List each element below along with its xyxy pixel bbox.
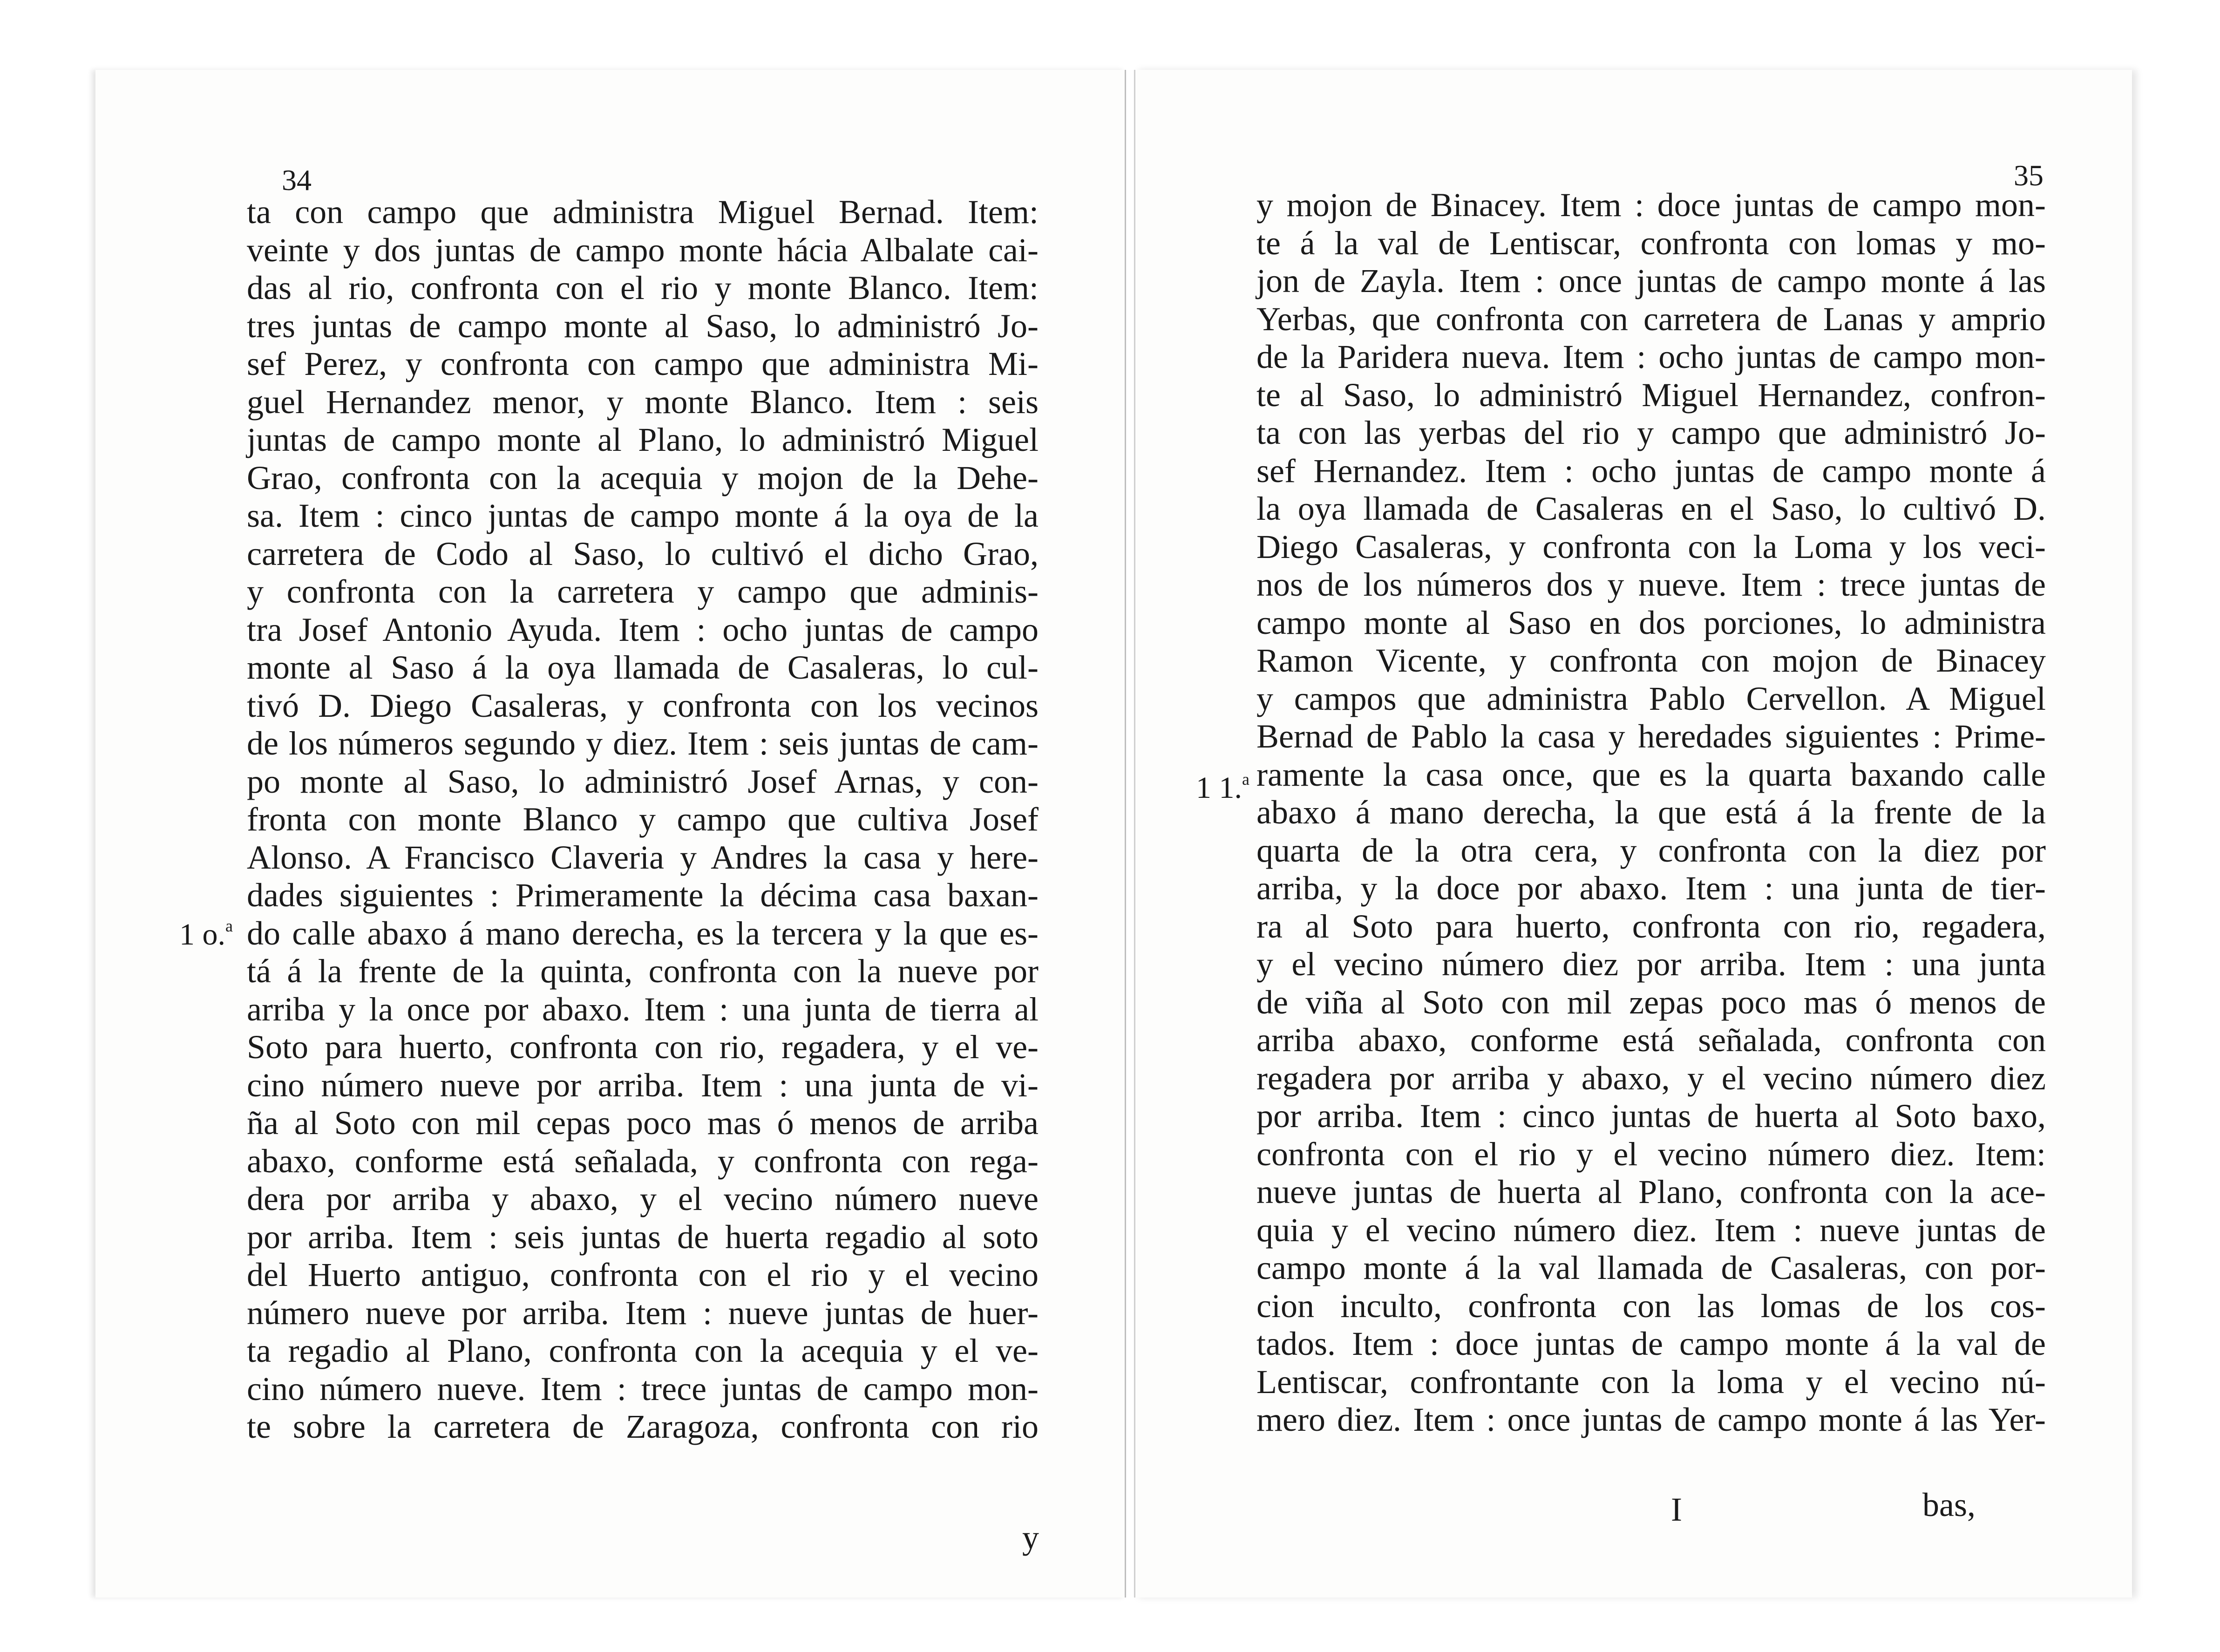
text-line: tados. Item : doce juntas de campo monte á la val de <box>1256 1325 2046 1362</box>
margin-note-ordinal: a <box>225 917 233 935</box>
text-line: arriba, y la doce por abaxo. Item : una junta de tier- <box>1256 870 2046 907</box>
text-line: te sobre la carretera de Zaragoza, confronta con rio <box>247 1408 1039 1445</box>
text-line: jon de Zayla. Item : once juntas de campo monte á las <box>1256 262 2046 299</box>
text-line: y campos que administra Pablo Cervellon. A Miguel <box>1256 680 2046 717</box>
text-line: nos de los números dos y nueve. Item : trece juntas de <box>1256 566 2046 603</box>
text-line: dades siguientes : Primeramente la décima casa baxan- <box>247 877 1039 914</box>
page-number: 34 <box>282 163 312 197</box>
text-line: sef Perez, y confronta con campo que administra Mi- <box>247 345 1039 382</box>
text-line: juntas de campo monte al Plano, lo administró Miguel <box>247 421 1039 458</box>
catchword: bas, <box>1922 1486 1976 1523</box>
catchword: y <box>1022 1519 1039 1556</box>
text-line: del Huerto antiguo, confronta con el rio y el vecino <box>247 1256 1039 1293</box>
text-line: Diego Casaleras, y confronta con la Loma y los veci- <box>1256 528 2046 565</box>
text-line: arriba y la once por abaxo. Item : una junta de tierra al <box>247 990 1039 1028</box>
text-line: carretera de Codo al Saso, lo cultivó el dicho Grao, <box>247 535 1039 572</box>
text-line: y mojon de Binacey. Item : doce juntas de campo mon- <box>1256 186 2046 224</box>
text-line: confronta con el rio y el vecino número diez. Item: <box>1256 1135 2046 1173</box>
signature-mark: I <box>1671 1491 1682 1528</box>
text-line: cino número nueve por arriba. Item : una junta de vi- <box>247 1066 1039 1104</box>
text-line: veinte y dos juntas de campo monte hácia Albalate cai- <box>247 231 1039 269</box>
text-line: abaxo, conforme está señalada, y confronta con rega- <box>247 1142 1039 1180</box>
text-line: tra Josef Antonio Ayuda. Item : ocho juntas de campo <box>247 611 1039 648</box>
text-line: regadera por arriba y abaxo, y el vecino número diez <box>1256 1059 2046 1097</box>
text-line: monte al Saso á la oya llamada de Casaleras, lo cul- <box>247 649 1039 686</box>
text-line: Grao, confronta con la acequia y mojon de la Dehe- <box>247 459 1039 496</box>
text-line: ra al Soto para huerto, confronta con rio, regadera, <box>1256 907 2046 945</box>
margin-note-number: 1 o. <box>179 918 225 952</box>
text-line: sa. Item : cinco juntas de campo monte á la oya de la <box>247 497 1039 534</box>
text-line: arriba abaxo, conforme está señalada, confronta con <box>1256 1021 2046 1059</box>
text-line: por arriba. Item : cinco juntas de huerta al Soto baxo, <box>1256 1097 2046 1135</box>
text-line: ta regadio al Plano, confronta con la acequia y el ve- <box>247 1332 1039 1369</box>
text-line: y el vecino número diez por arriba. Item : una junta <box>1256 945 2046 983</box>
text-line: do calle abaxo á mano derecha, es la tercera y la que es- <box>247 914 1039 952</box>
margin-note <box>179 918 233 950</box>
text-line: tres juntas de campo monte al Saso, lo administró Jo- <box>247 307 1039 345</box>
text-line: cion inculto, confronta con las lomas de los cos- <box>1256 1287 2046 1325</box>
text-line: la oya llamada de Casaleras en el Saso, lo cultivó D. <box>1256 490 2046 527</box>
left-page <box>95 70 1126 1598</box>
text-line: Yerbas, que confronta con carretera de Lanas y amprio <box>1256 300 2046 338</box>
text-line: guel Hernandez menor, y monte Blanco. Item : seis <box>247 383 1039 421</box>
text-line: Ramon Vicente, y confronta con mojon de Binacey <box>1256 642 2046 679</box>
text-line: te á la val de Lentiscar, confronta con lomas y mo- <box>1256 224 2046 262</box>
text-line: de viña al Soto con mil zepas poco mas ó menos de <box>1256 983 2046 1021</box>
text-line: po monte al Saso, lo administró Josef Arnas, y con- <box>247 762 1039 800</box>
text-line: campo monte á la val llamada de Casaleras, con por- <box>1256 1249 2046 1286</box>
text-line: de la Paridera nueva. Item : ocho juntas de campo mon- <box>1256 338 2046 375</box>
text-line: ramente la casa once, que es la quarta baxando calle <box>1256 755 2046 793</box>
text-line: cino número nueve. Item : trece juntas de campo mon- <box>247 1370 1039 1407</box>
text-line: ña al Soto con mil cepas poco mas ó menos de arriba <box>247 1104 1039 1142</box>
text-line: ta con campo que administra Miguel Bernad. Item: <box>247 193 1039 231</box>
text-line: quia y el vecino número diez. Item : nueve juntas de <box>1256 1211 2046 1249</box>
right-page <box>1134 70 2132 1598</box>
text-line: tivó D. Diego Casaleras, y confronta con los vecinos <box>247 687 1039 724</box>
text-line: Soto para huerto, confronta con rio, regadera, y el ve- <box>247 1028 1039 1066</box>
text-line: número nueve por arriba. Item : nueve juntas de huer- <box>247 1294 1039 1332</box>
margin-note-number: 1 1. <box>1196 771 1242 805</box>
text-line: campo monte al Saso en dos porciones, lo administra <box>1256 604 2046 641</box>
text-line: Alonso. A Francisco Claveria y Andres la casa y here- <box>247 838 1039 876</box>
text-line: por arriba. Item : seis juntas de huerta regadio al soto <box>247 1218 1039 1256</box>
margin-note <box>1196 771 1249 803</box>
text-line: tá á la frente de la quinta, confronta con la nueve por <box>247 952 1039 990</box>
text-line: te al Saso, lo administró Miguel Hernandez, confron- <box>1256 376 2046 414</box>
body-text <box>1256 186 2046 1439</box>
text-line: fronta con monte Blanco y campo que cultiva Josef <box>247 801 1039 838</box>
text-line: Lentiscar, confrontante con la loma y el vecino nú- <box>1256 1363 2046 1400</box>
text-line: das al rio, confronta con el rio y monte Blanco. Item: <box>247 269 1039 306</box>
text-line: nueve juntas de huerta al Plano, confronta con la ace- <box>1256 1173 2046 1210</box>
text-line: quarta de la otra cera, y confronta con la diez por <box>1256 831 2046 869</box>
text-line: sef Hernandez. Item : ocho juntas de campo monte á <box>1256 452 2046 489</box>
body-text <box>247 193 1039 1446</box>
text-line: Bernad de Pablo la casa y heredades siguientes : Prime- <box>1256 718 2046 755</box>
text-line: mero diez. Item : once juntas de campo monte á las Yer- <box>1256 1401 2046 1438</box>
text-line: y confronta con la carretera y campo que adminis- <box>247 573 1039 610</box>
text-line: de los números segundo y diez. Item : seis juntas de cam- <box>247 725 1039 762</box>
text-line: ta con las yerbas del rio y campo que administró Jo- <box>1256 414 2046 451</box>
page-number: 35 <box>2014 159 2043 192</box>
margin-note-ordinal: a <box>1242 770 1249 789</box>
text-line: dera por arriba y abaxo, y el vecino número nueve <box>247 1180 1039 1217</box>
text-line: abaxo á mano derecha, la que está á la frente de la <box>1256 794 2046 831</box>
